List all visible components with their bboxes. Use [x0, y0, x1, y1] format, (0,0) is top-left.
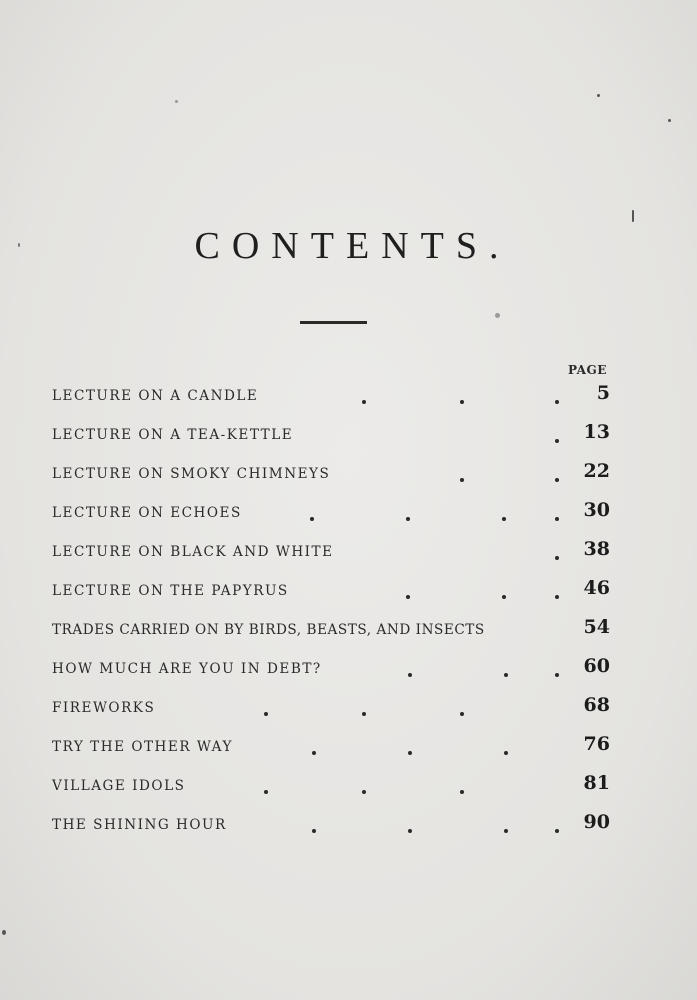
leader-dot: [555, 439, 559, 443]
leader-dot: [408, 673, 412, 677]
leader-dot: [460, 400, 464, 404]
leader-dot: [555, 595, 559, 599]
leader-dot: [504, 829, 508, 833]
paper-speck: [2, 930, 6, 935]
toc-entry-page: 13: [583, 421, 610, 443]
toc-entry: [52, 573, 612, 612]
page-title: CONTENTS.: [194, 225, 511, 267]
toc-entry-page: 68: [583, 694, 610, 716]
toc-entry: [52, 495, 612, 534]
leader-dot: [406, 517, 410, 521]
toc-entry-title: LECTURE ON ECHOES: [52, 505, 242, 521]
paper-speck: [495, 313, 500, 318]
toc-entry-title: LECTURE ON THE PAPYRUS: [52, 583, 289, 599]
toc-entry: [52, 768, 612, 807]
leader-dot: [362, 790, 366, 794]
paper-speck: [632, 210, 634, 222]
leader-dot: [555, 829, 559, 833]
toc-entry-page: 76: [583, 733, 610, 755]
toc-entry-title: HOW MUCH ARE YOU IN DEBT?: [52, 661, 322, 677]
toc-entry: [52, 690, 612, 729]
leader-dot: [362, 712, 366, 716]
leader-dot: [362, 400, 366, 404]
page-column-heading: PAGE: [568, 363, 607, 377]
leader-dot: [408, 829, 412, 833]
leader-dot: [555, 556, 559, 560]
toc-entry-title: LECTURE ON SMOKY CHIMNEYS: [52, 466, 331, 482]
toc-entry-title: FIREWORKS: [52, 700, 156, 716]
toc-entry-page: 30: [583, 499, 610, 521]
toc-entry-page: 22: [583, 460, 610, 482]
leader-dot: [264, 712, 268, 716]
toc-entry-title: THE SHINING HOUR: [52, 817, 227, 833]
leader-dot: [555, 673, 559, 677]
toc-entry-title: TRY THE OTHER WAY: [52, 739, 233, 755]
toc-entry-page: 90: [583, 811, 610, 833]
toc-entry-title: VILLAGE IDOLS: [52, 778, 186, 794]
toc-entry: [52, 651, 612, 690]
leader-dot: [555, 478, 559, 482]
toc-entry-title: LECTURE ON BLACK AND WHITE: [52, 544, 334, 560]
toc-entry-page: 60: [583, 655, 610, 677]
paper-speck: [597, 94, 600, 97]
leader-dot: [460, 712, 464, 716]
toc-entry-title: LECTURE ON A CANDLE: [52, 388, 259, 404]
toc-entry: [52, 807, 612, 846]
leader-dot: [264, 790, 268, 794]
toc-entry: [52, 456, 612, 495]
leader-dot: [502, 595, 506, 599]
paper-speck: [18, 243, 20, 247]
table-of-contents: [52, 378, 612, 846]
paper-speck: [175, 100, 178, 103]
leader-dot: [555, 517, 559, 521]
toc-entry: [52, 729, 612, 768]
leader-dot: [504, 751, 508, 755]
toc-entry: [52, 417, 612, 456]
leader-dot: [460, 790, 464, 794]
toc-entry: [52, 378, 612, 417]
toc-entry-page: 38: [583, 538, 610, 560]
paper-speck: [668, 119, 671, 122]
toc-entry-title: LECTURE ON A TEA-KETTLE: [52, 427, 294, 443]
leader-dot: [502, 517, 506, 521]
leader-dot: [310, 517, 314, 521]
toc-entry-page: 54: [583, 616, 610, 638]
toc-entry: [52, 534, 612, 573]
leader-dot: [460, 478, 464, 482]
leader-dot: [504, 673, 508, 677]
leader-dot: [406, 595, 410, 599]
leader-dot: [312, 751, 316, 755]
toc-entry-title: TRADES CARRIED ON BY BIRDS, BEASTS, AND INSECTS: [52, 622, 485, 638]
toc-entry-page: 5: [596, 382, 610, 404]
toc-entry: [52, 612, 612, 651]
title-rule-divider: [300, 321, 367, 324]
toc-entry-page: 81: [583, 772, 610, 794]
toc-entry-page: 46: [583, 577, 610, 599]
leader-dot: [312, 829, 316, 833]
leader-dot: [408, 751, 412, 755]
leader-dot: [555, 400, 559, 404]
